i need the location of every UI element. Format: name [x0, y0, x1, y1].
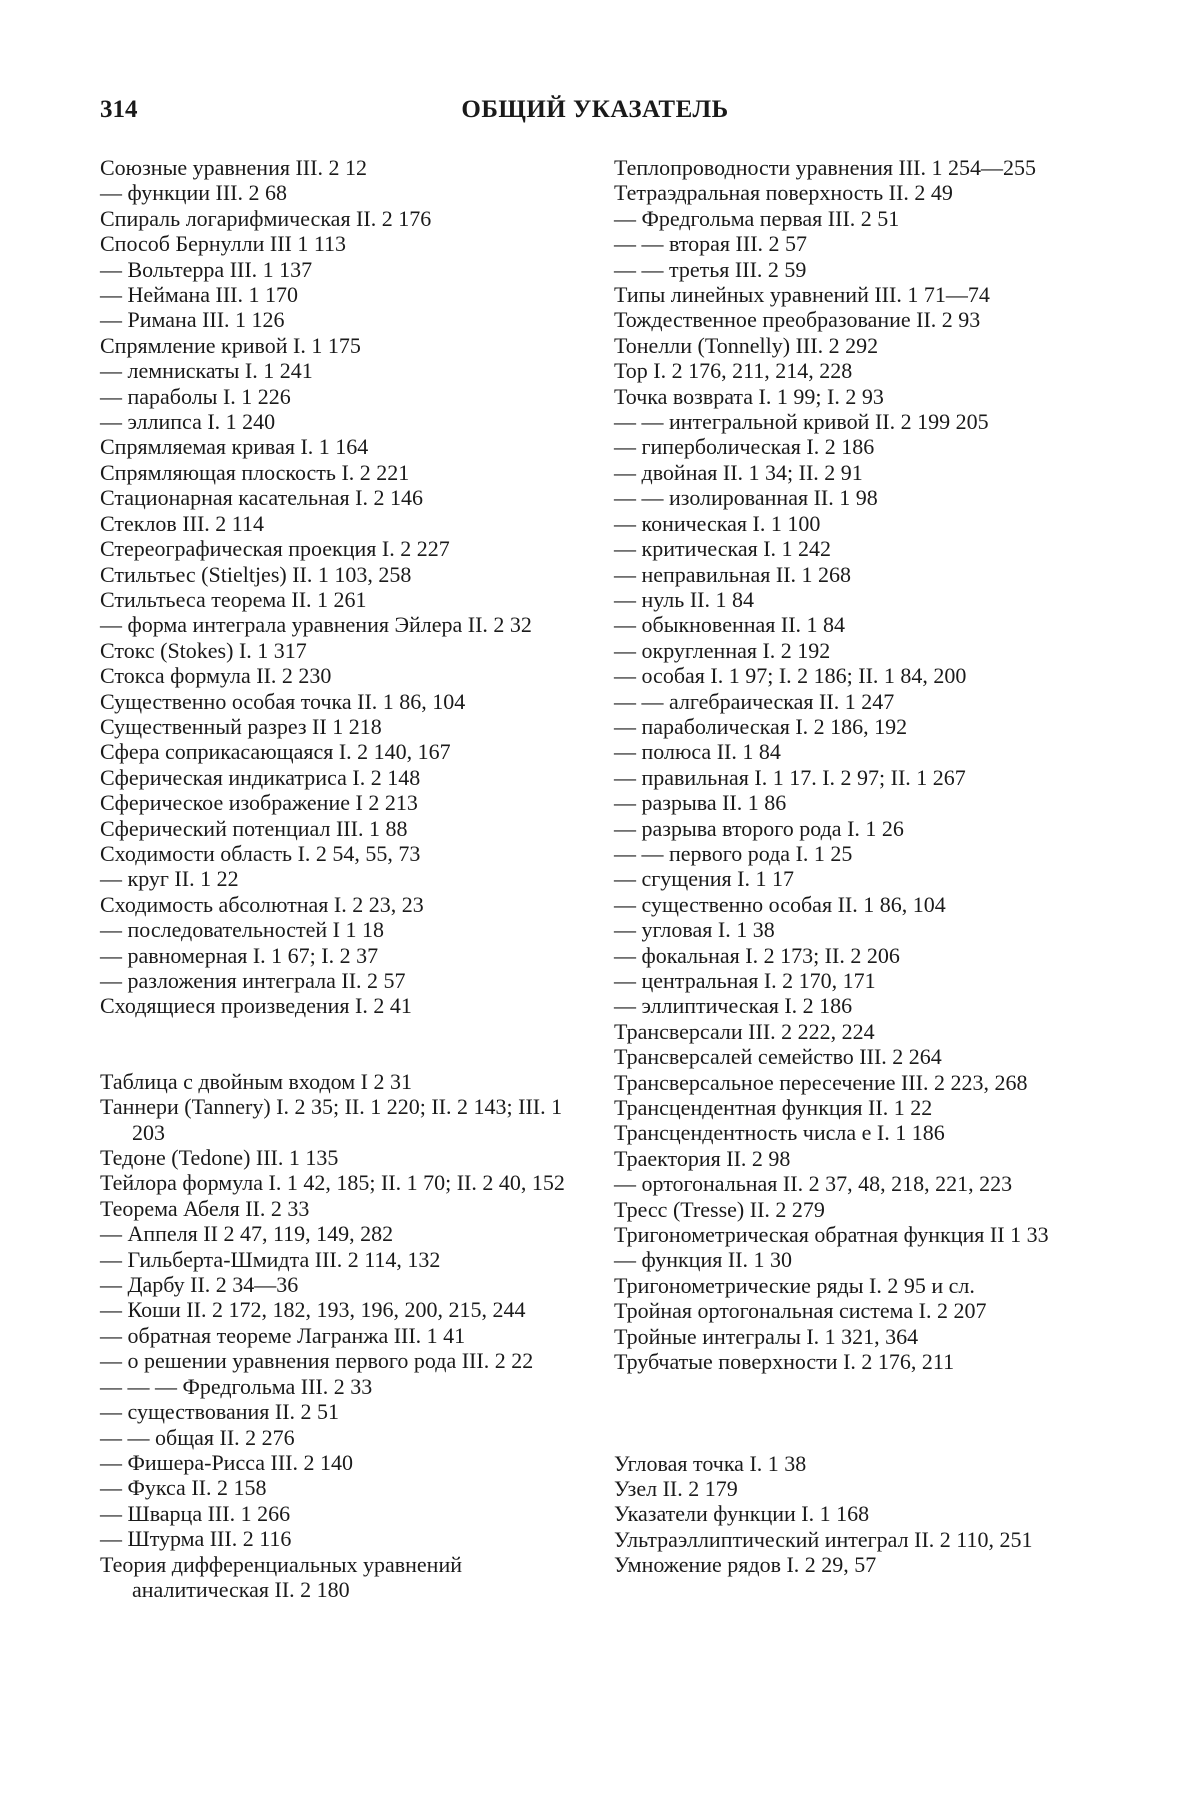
- index-entry: Теория дифференциальных уравнений аналитическая II. 2 180: [100, 1551, 462, 1602]
- index-entry: — полюса II. 1 84: [614, 739, 781, 765]
- index-entry: — критическая I. 1 242: [614, 536, 832, 562]
- index-entry: — лемнискаты I. 1 241: [100, 358, 313, 384]
- index-entry: — сгущения I. 1 17: [614, 866, 794, 892]
- index-entry: — Аппеля II 2 47, 119, 149, 282: [100, 1221, 394, 1247]
- index-entry: — существования II. 2 51: [100, 1399, 340, 1425]
- index-entry: — Коши II. 2 172, 182, 193, 196, 200, 215, 244: [100, 1297, 526, 1323]
- index-entry: — центральная I. 2 170, 171: [614, 968, 876, 993]
- index-entry: Спираль логарифмическая II. 2 176: [100, 205, 432, 231]
- index-entry: Тонелли (Tonnelly) III. 2 292: [614, 332, 879, 358]
- index-entry: Спрямляемая кривая I. 1 164: [100, 434, 369, 460]
- index-entry: Стильтьеса теорема II. 1 261: [100, 586, 367, 612]
- index-entry: Тресс (Tresse) II. 2 279: [614, 1196, 825, 1222]
- index-entry: Союзные уравнения III. 2 12: [100, 155, 367, 180]
- index-entry: — функции III. 2 68: [100, 180, 287, 206]
- index-entry: Стокс (Stokes) I. 1 317: [100, 637, 307, 663]
- index-entry: Тейлора формула I. 1 42, 185; II. 1 70; II. 2 40, 152: [100, 1170, 565, 1196]
- index-entry: Стеклов III. 2 114: [100, 510, 264, 536]
- index-entry: — круг II. 1 22: [100, 866, 239, 892]
- index-entry: — Неймана III. 1 170: [100, 282, 298, 308]
- index-entry: — — — Фредгольма III. 2 33: [100, 1373, 373, 1399]
- page-header: [100, 96, 1090, 136]
- index-entry: Стационарная касательная I. 2 146: [100, 485, 423, 511]
- index-entry: Таблица с двойным входом I 2 31: [100, 1068, 412, 1094]
- index-entry: Узел II. 2 179: [614, 1475, 738, 1501]
- left-index-group-t: [100, 1069, 570, 1603]
- index-entry: Тригонометрическая обратная функция II 1 33: [614, 1222, 1049, 1248]
- index-entry: — параболическая I. 2 186, 192: [614, 713, 908, 739]
- index-entry: Тройные интегралы I. 1 321, 364: [614, 1323, 919, 1349]
- index-entry: Ультраэллиптический интеграл II. 2 110, 251: [614, 1526, 1033, 1552]
- index-entry: — Штурма III. 2 116: [100, 1526, 292, 1552]
- index-entry: Стокса формула II. 2 230: [100, 663, 332, 689]
- index-entry: Указатели функции I. 1 168: [614, 1501, 870, 1527]
- index-entry: Тригонометрические ряды I. 2 95 и сл.: [614, 1272, 975, 1298]
- index-entry: — форма интеграла уравнения Эйлера II. 2 32: [100, 612, 532, 638]
- index-entry: — особая I. 1 97; I. 2 186; II. 1 84, 200: [614, 663, 967, 689]
- index-entry: — неправильная II. 1 268: [614, 561, 852, 587]
- right-index-group-u: [614, 1451, 1084, 1578]
- index-entry: Теплопроводности уравнения III. 1 254—255: [614, 155, 1036, 180]
- index-entry: — правильная I. 1 17. I. 2 97; II. 1 267: [614, 764, 966, 790]
- index-entry: — Фукса II. 2 158: [100, 1475, 267, 1501]
- index-entry: — — третья III. 2 59: [614, 256, 807, 282]
- index-entry: Стереографическая проекция I. 2 227: [100, 536, 450, 562]
- index-entry: — ортогональная II. 2 37, 48, 218, 221, 223: [614, 1171, 1013, 1197]
- index-entry: Типы линейных уравнений III. 1 71—74: [614, 282, 990, 308]
- index-entry: Спрямление кривой I. 1 175: [100, 332, 361, 358]
- index-entry: Теорема Абеля II. 2 33: [100, 1195, 310, 1221]
- group-separator: [100, 1019, 570, 1069]
- index-entry: — параболы I. 1 226: [100, 383, 291, 409]
- index-entry: — — изолированная II. 1 98: [614, 485, 878, 511]
- running-title: ОБЩИЙ УКАЗАТЕЛЬ: [461, 96, 729, 123]
- index-entry: Сферический потенциал III. 1 88: [100, 815, 408, 841]
- group-separator: [614, 1375, 1084, 1451]
- index-entry: Стильтьес (Stieltjes) II. 1 103, 258: [100, 561, 412, 587]
- index-entry: — эллипса I. 1 240: [100, 409, 276, 435]
- left-index-group-s: [100, 155, 570, 1019]
- index-entry: — разрыва второго рода I. 1 26: [614, 815, 904, 841]
- index-entry: Таннери (Tannery) I. 2 35; II. 1 220; II. 2 143; III. 1 203: [100, 1094, 563, 1145]
- index-entry: Тетраэдральная поверхность II. 2 49: [614, 180, 953, 206]
- page-number: 314: [100, 96, 138, 123]
- index-entry: — Римана III. 1 126: [100, 307, 285, 333]
- index-entry: Сферическое изображение I 2 213: [100, 790, 418, 816]
- index-entry: Тождественное преобразование II. 2 93: [614, 307, 981, 333]
- index-entry: — функция II. 1 30: [614, 1247, 792, 1273]
- index-entry: Тедоне (Tedone) III. 1 135: [100, 1145, 339, 1171]
- index-entry: Существенно особая точка II. 1 86, 104: [100, 688, 466, 714]
- index-entry: — обратная теореме Лагранжа III. 1 41: [100, 1322, 466, 1348]
- index-entry: — обыкновенная II. 1 84: [614, 612, 846, 638]
- index-entry: Трансверсалей семейство III. 2 264: [614, 1044, 942, 1070]
- index-entry: — разложения интеграла II. 2 57: [100, 968, 406, 993]
- index-entry: — — вторая III. 2 57: [614, 231, 808, 257]
- index-entry: Трансцендентная функция II. 1 22: [614, 1095, 933, 1121]
- index-entry: Спрямляющая плоскость I. 2 221: [100, 459, 410, 485]
- index-entry: — равномерная I. 1 67; I. 2 37: [100, 942, 379, 968]
- index-entry: — нуль II. 1 84: [614, 586, 754, 612]
- index-entry: — Дарбу II. 2 34—36: [100, 1272, 299, 1298]
- index-entry: — гиперболическая I. 2 186: [614, 434, 875, 460]
- index-entry: — о решении уравнения первого рода III. 2 22: [100, 1348, 534, 1374]
- index-entry: — эллиптическая I. 2 186: [614, 993, 853, 1019]
- index-entry: Траектория II. 2 98: [614, 1145, 791, 1171]
- right-column: [614, 155, 1084, 1578]
- index-entry: Трансверсальное пересечение III. 2 223, 268: [614, 1069, 1028, 1095]
- index-entry: Сходящиеся произведения I. 2 41: [100, 993, 412, 1019]
- index-entry: Умножение рядов I. 2 29, 57: [614, 1552, 877, 1578]
- index-entry: Сходимость абсолютная I. 2 23, 23: [100, 891, 424, 917]
- index-entry: — угловая I. 1 38: [614, 917, 775, 943]
- index-entry: — разрыва II. 1 86: [614, 790, 787, 816]
- index-entry: — коническая I. 1 100: [614, 510, 821, 536]
- index-entry: Точка возврата I. 1 99; I. 2 93: [614, 383, 884, 409]
- index-entry: Трансцендентность числа e I. 1 186: [614, 1120, 945, 1146]
- index-entry: — — алгебраическая II. 1 247: [614, 688, 895, 714]
- index-entry: Тор I. 2 176, 211, 214, 228: [614, 358, 853, 384]
- index-entry: — Гильберта-Шмидта III. 2 114, 132: [100, 1246, 441, 1272]
- index-entry: Сходимости область I. 2 54, 55, 73: [100, 840, 421, 866]
- index-entry: — — интегральной кривой II. 2 199 205: [614, 409, 989, 435]
- index-entry: — — общая II. 2 276: [100, 1424, 295, 1450]
- index-entry: Существенный разрез II 1 218: [100, 713, 382, 739]
- index-entry: — Вольтерра III. 1 137: [100, 256, 313, 282]
- index-entry: Трубчатые поверхности I. 2 176, 211: [614, 1349, 955, 1375]
- index-entry: Трансверсали III. 2 222, 224: [614, 1018, 875, 1044]
- index-entry: — — первого рода I. 1 25: [614, 840, 853, 866]
- right-index-group-t: [614, 155, 1084, 1375]
- index-entry: — последовательностей I 1 18: [100, 917, 384, 943]
- index-entry: — округленная I. 2 192: [614, 637, 831, 663]
- left-column: [100, 155, 570, 1602]
- index-entry: — существенно особая II. 1 86, 104: [614, 891, 946, 917]
- index-entry: — фокальная I. 2 173; II. 2 206: [614, 942, 900, 968]
- index-entry: — Фредгольма первая III. 2 51: [614, 205, 900, 231]
- index-entry: Угловая точка I. 1 38: [614, 1450, 807, 1476]
- index-entry: Тройная ортогональная система I. 2 207: [614, 1298, 987, 1324]
- index-entry: Сфера соприкасающаяся I. 2 140, 167: [100, 739, 451, 765]
- index-entry: — Фишера-Рисса III. 2 140: [100, 1449, 353, 1475]
- index-entry: — двойная II. 1 34; II. 2 91: [614, 459, 863, 485]
- index-entry: Способ Бернулли III 1 113: [100, 231, 347, 257]
- index-entry: Сферическая индикатриса I. 2 148: [100, 764, 421, 790]
- index-entry: — Шварца III. 1 266: [100, 1500, 291, 1526]
